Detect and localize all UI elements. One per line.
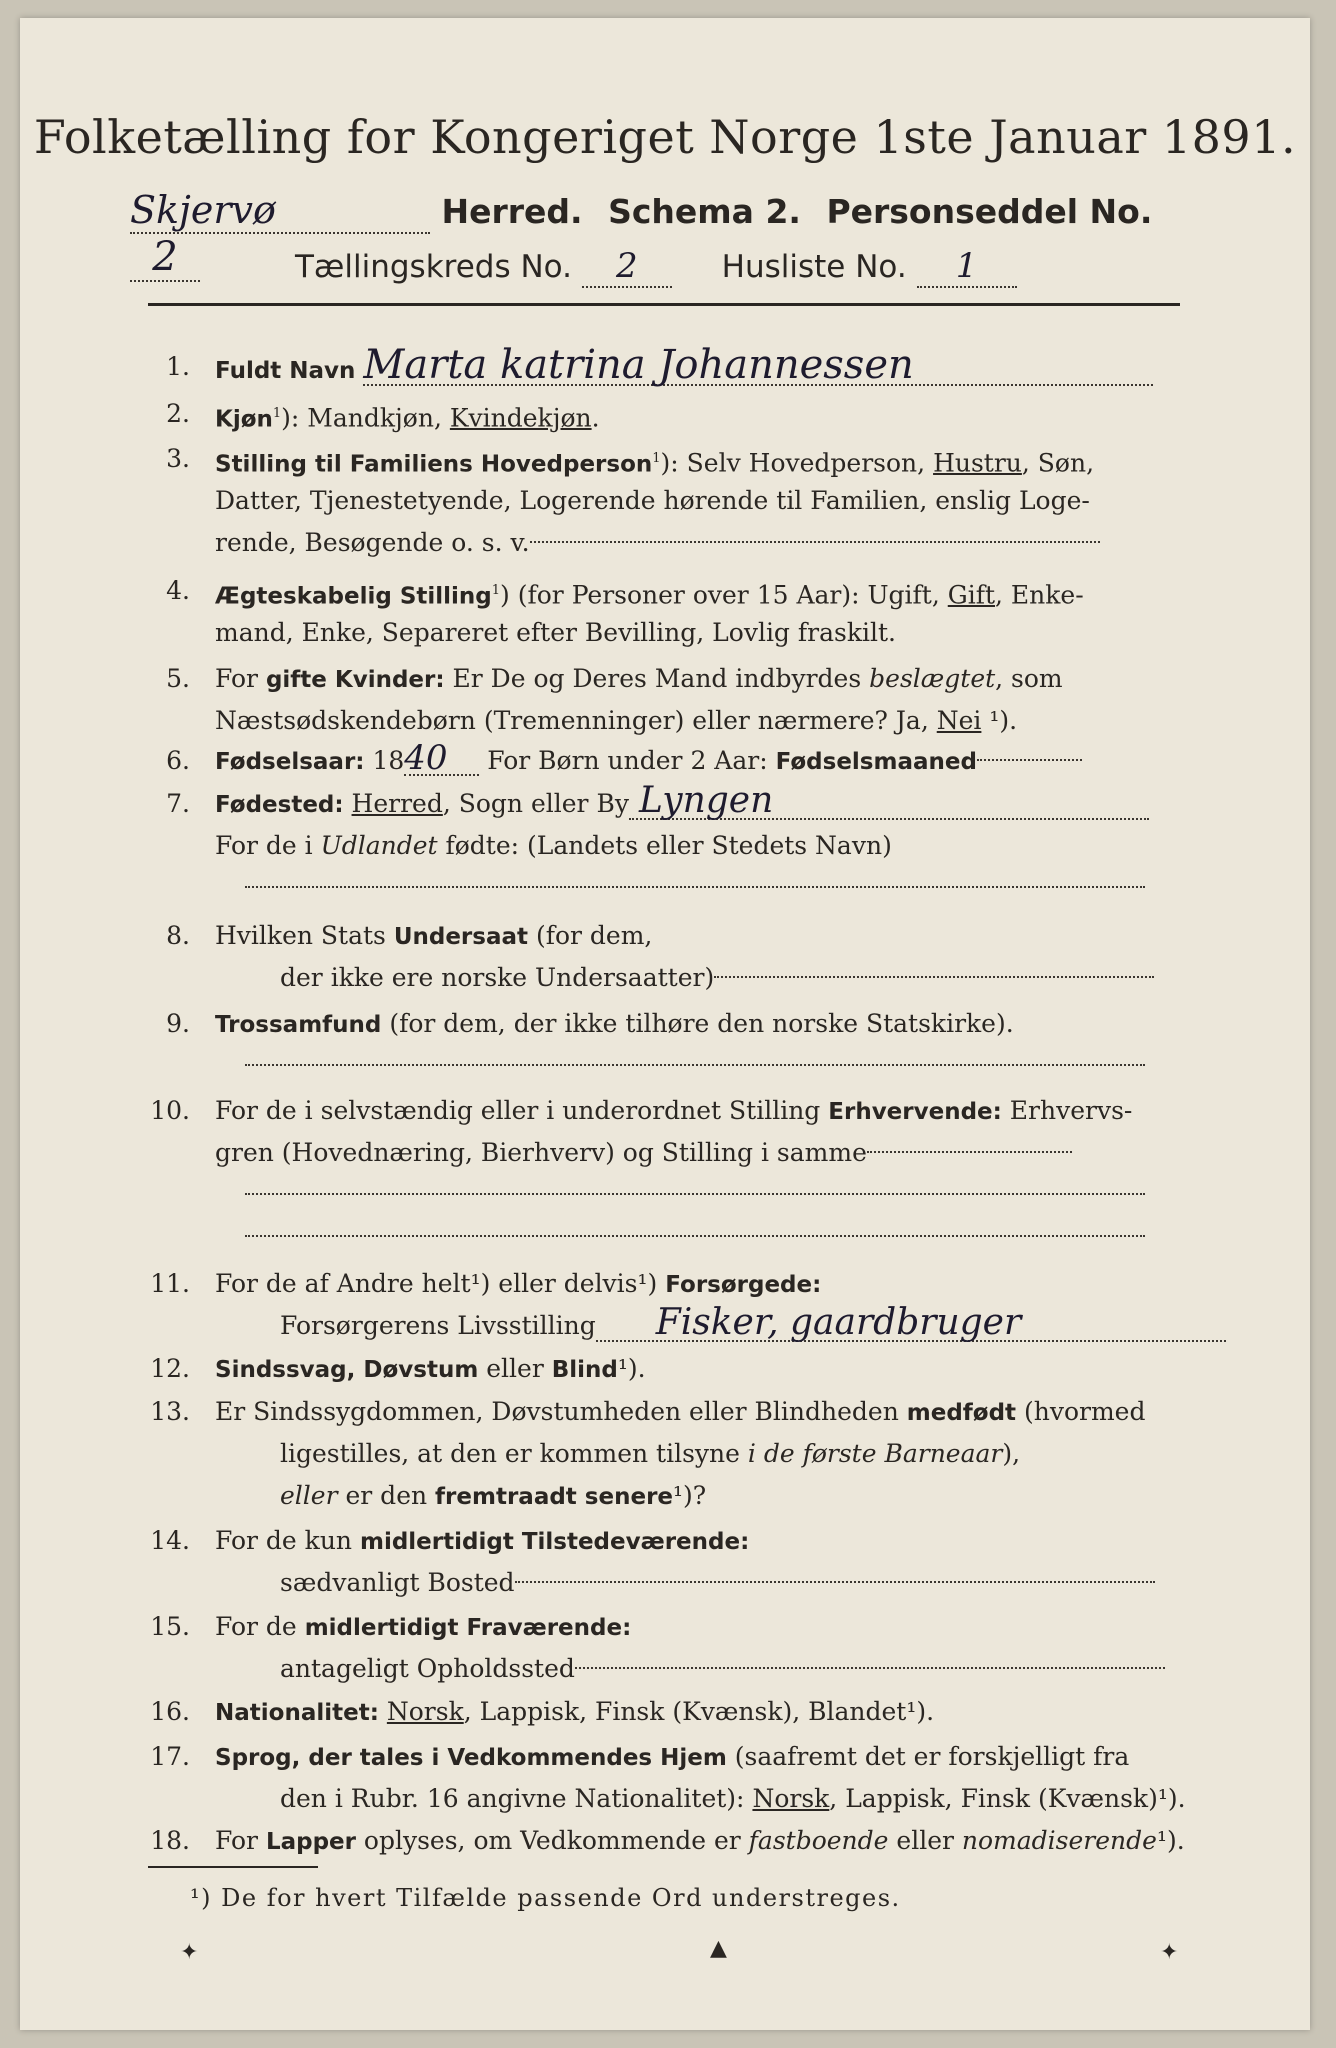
supporter-occupation-value: Fisker, gaardbruger [596,1306,1226,1342]
registration-mark-right: ✦ [1160,1940,1179,1965]
header-kreds-line [295,246,1195,288]
footnote: ¹) De for hvert Tilfælde passende Ord understreges. [190,1884,901,1912]
birth-year-value: 40 [404,742,479,776]
birthplace-value: Lyngen [629,784,1149,820]
registration-mark-left: ✦ [180,1940,199,1965]
full-name-value: Marta katrina Johannessen [363,346,1153,386]
personseddel-label: Personseddel No. [826,192,1153,231]
kreds-value: 2 [582,246,672,288]
form-title: Folketælling for Kongeriget Norge 1ste Januar 1891. [33,110,1297,164]
husliste-label: Husliste No. [721,249,907,285]
husliste-value: 1 [917,246,1017,288]
schema-label: Schema 2. [608,192,801,231]
registration-mark-center: ▲ [710,1936,727,1961]
kreds-label: Tællingskreds No. [295,249,572,285]
footnote-divider [148,1866,318,1868]
herred-value: Skjervø [130,188,430,234]
header-divider [148,303,1180,306]
census-form-page: Folketælling for Kongeriget Norge 1ste Januar 1891. Skjervø Herred. Schema 2. Personseddel No. 2 Tællingskreds No. 2 Husliste No. 1 1. Fuldt Navn Marta katrina Johannessen 2. Kjøn$^1$): Mandkjøn, Kvindekjøn. 3. Stilling til Familiens Hovedperson$^1$): Selv Hovedperson, Hustru, Søn, Datter, Tjenestetyende, Logerende hørende til Familien, enslig Loge- rende, Besøgende o. s. v. 4. Ægteskabelig Stilling$^1$) (for Personer over 15 Aar): Ugift, Gift, Enke- mand, Enke, Separeret efter Bevilling, Lovlig fraskilt. 5. For gifte Kvinder: Er De og Deres Mand indbyrdes beslægtet, som Næstsødskendebørn (Tremenninger) eller nærmere? Ja, Nei ¹). 6. Fødselsaar: 1840 For Børn under 2 Aar: Fødselsmaaned 7. Fødested: Herred, Sogn eller By Lyngen For de i Udlandet fødte: (Landets eller Stedets Navn) 8. Hvilken Stats Undersaat (for dem, der ikke ere norske Undersaatter) 9. Trossamfund (for dem, der ikke tilhøre den norske Statskirke). 10. For de i selvstændig eller i underordnet Stilling Erhvervende: Erhvervs- gren (Hovednæring, Bierhverv) og Stilling i samme 11. For de af Andre helt¹) eller delvis¹) Forsørgede: Forsørgerens Livsstilling Fisker, gaardbruger 12. Sindssvag, Døvstum eller Blind¹). 13. Er Sindssygdommen, Døvstumheden eller Blindheden medfødt (hvormed ligestilles, at den er kommen tilsyne i de første Barneaar), eller er den fremtraadt senere¹)? 14. For de kun midlertidigt Tilstedeværende: sædvanligt Bosted 15. For de midlertidigt Fraværende: antageligt Opholdssted 16. Nationalitet: Norsk, Lappisk, Finsk (Kvænsk), Blandet¹). 17. Sprog, der tales i Vedkommendes Hjem (saafremt det er forskjelligt fra den i Rubr. 16 angivne Nationalitet): Norsk, Lappisk, Finsk (Kvænsk)¹). 18. For Lapper oplyses, om Vedkommende er fastboende eller nomadiserende¹). ¹) De for hvert Tilfælde passende Ord understreges. ✦ ▲ ✦ [20,18,1310,2030]
herred-label: Herred. [441,192,583,231]
personseddel-value: 2 [130,234,200,282]
